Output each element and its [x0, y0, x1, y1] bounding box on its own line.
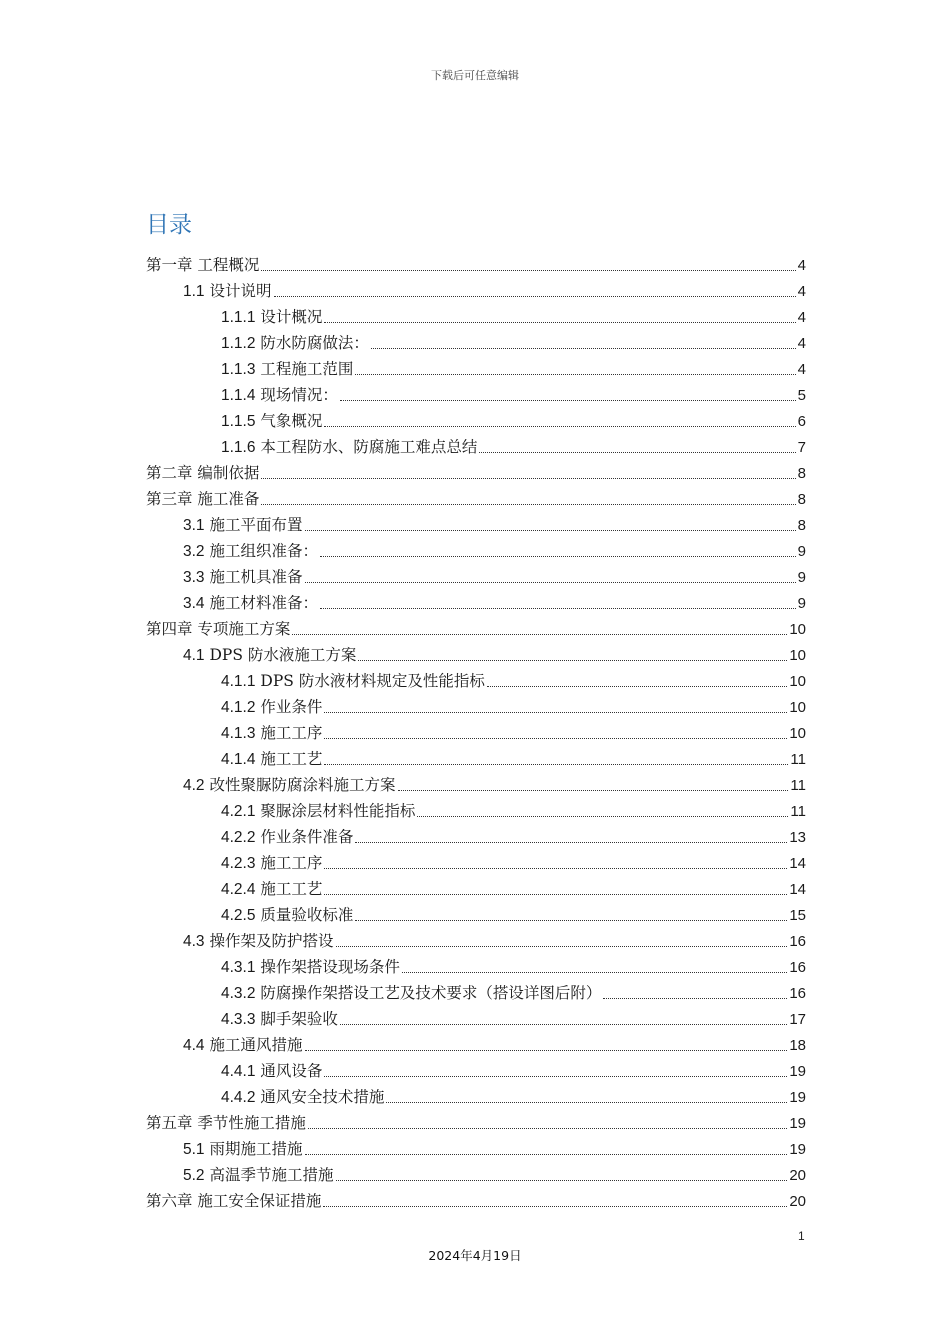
toc-entry-label — [183, 928, 334, 955]
toc-entry-number: 3.3 — [183, 569, 205, 586]
toc-entry-page: 10 — [789, 621, 806, 638]
toc-entry-label — [183, 538, 318, 565]
toc-entry-label — [183, 642, 356, 669]
toc-entry-text: 施工材料准备： — [209, 594, 319, 612]
toc-entry-text: 第二章 编制依据 — [146, 464, 260, 482]
toc-entry[interactable] — [146, 1032, 806, 1058]
toc-entry-label — [221, 408, 322, 435]
toc-entry-number: 4.3.3 — [221, 1011, 256, 1028]
toc-entry-page: 4 — [797, 309, 806, 326]
dot-leader — [324, 712, 787, 713]
page-number: 1 — [798, 1229, 805, 1243]
toc-entry-page: 11 — [790, 777, 806, 794]
dot-leader — [261, 478, 795, 479]
toc-entry-page: 19 — [789, 1089, 806, 1106]
toc-entry-number: 4.1.4 — [221, 751, 256, 768]
toc-entry[interactable] — [146, 1110, 806, 1136]
toc-entry[interactable] — [146, 1162, 806, 1188]
toc-entry-label — [183, 1032, 303, 1059]
toc-entry-page: 10 — [789, 647, 806, 664]
toc-entry[interactable] — [146, 1084, 806, 1110]
toc-entry-text: 施工通风措施 — [209, 1036, 303, 1054]
toc-entry-text: 气象概况 — [260, 412, 323, 430]
toc-entry-page: 16 — [789, 933, 806, 950]
toc-entry-label — [221, 382, 338, 409]
toc-entry[interactable] — [146, 460, 806, 486]
dot-leader — [324, 738, 787, 739]
toc-entry-page: 4 — [797, 361, 806, 378]
toc-entry-number: 3.4 — [183, 595, 205, 612]
toc-entry-page: 14 — [789, 881, 806, 898]
toc-entry-page: 13 — [789, 829, 806, 846]
toc-entry-text: 第三章 施工准备 — [146, 490, 260, 508]
toc-entry-label — [221, 850, 322, 877]
dot-leader — [261, 504, 795, 505]
toc-entry-text: 聚脲涂层材料性能指标 — [260, 802, 416, 820]
dot-leader — [305, 1050, 788, 1051]
toc-entry-number: 5.1 — [183, 1141, 205, 1158]
toc-entry-label — [146, 460, 259, 486]
toc-entry[interactable] — [146, 616, 806, 642]
toc-entry[interactable] — [146, 382, 806, 408]
toc-entry[interactable] — [146, 1058, 806, 1084]
dot-leader — [308, 1128, 787, 1129]
page-header: 下载后可任意编辑 — [431, 69, 519, 82]
toc-entry-label — [221, 356, 353, 383]
toc-entry[interactable] — [146, 980, 806, 1006]
toc-entry-text: 通风设备 — [260, 1062, 323, 1080]
dot-leader — [336, 946, 788, 947]
dot-leader — [324, 426, 795, 427]
toc-entry-text: 施工工序 — [260, 854, 323, 872]
toc-entry[interactable] — [146, 850, 806, 876]
toc-entry-label — [221, 304, 322, 331]
toc-entry-page: 9 — [797, 569, 806, 586]
dot-leader — [320, 556, 796, 557]
toc-entry[interactable] — [146, 1136, 806, 1162]
toc-entry-text: 防水防腐做法： — [260, 334, 369, 352]
toc-entry-page: 17 — [789, 1011, 806, 1028]
toc-entry[interactable] — [146, 772, 806, 798]
toc-entry[interactable] — [146, 668, 806, 694]
dot-leader — [324, 322, 795, 323]
dot-leader — [417, 816, 788, 817]
toc-entry-page: 11 — [790, 751, 806, 768]
toc-entry-text: 雨期施工措施 — [209, 1140, 303, 1158]
toc-entry[interactable] — [146, 512, 806, 538]
toc-entry-text: 现场情况： — [260, 386, 338, 404]
table-of-contents — [146, 252, 806, 1214]
dot-leader — [340, 400, 796, 401]
toc-entry-number: 4.4.2 — [221, 1089, 256, 1106]
toc-entry-number: 4.3.2 — [221, 985, 256, 1002]
dot-leader — [336, 1180, 788, 1181]
toc-entry[interactable] — [146, 590, 806, 616]
toc-entry-text: DPS 防水液施工方案 — [209, 646, 357, 664]
toc-entry-label — [146, 1110, 306, 1136]
toc-entry-text: 操作架及防护搭设 — [209, 932, 334, 950]
toc-entry-label — [183, 772, 396, 799]
toc-entry-label — [146, 616, 290, 642]
dot-leader — [402, 972, 787, 973]
toc-entry-text: 工程施工范围 — [260, 360, 354, 378]
toc-entry-label — [146, 1188, 321, 1214]
toc-entry-text: 第四章 专项施工方案 — [146, 620, 291, 638]
toc-entry-text: 施工工艺 — [260, 750, 323, 768]
dot-leader — [479, 452, 795, 453]
toc-entry-page: 9 — [797, 543, 806, 560]
toc-entry-number: 1.1.6 — [221, 439, 256, 456]
toc-entry-page: 16 — [789, 985, 806, 1002]
toc-entry[interactable] — [146, 1006, 806, 1032]
toc-entry-number: 1.1.3 — [221, 361, 256, 378]
toc-entry-page: 6 — [797, 413, 806, 430]
dot-leader — [358, 660, 787, 661]
toc-entry-label — [221, 1058, 322, 1085]
toc-entry-label — [221, 668, 485, 695]
toc-entry-number: 1.1.2 — [221, 335, 256, 352]
toc-entry-text: 质量验收标准 — [260, 906, 354, 924]
toc-entry-page: 20 — [789, 1193, 806, 1210]
toc-entry-label — [183, 1136, 303, 1163]
toc-entry-text: 第五章 季节性施工措施 — [146, 1114, 306, 1132]
dot-leader — [305, 1154, 788, 1155]
dot-leader — [324, 894, 787, 895]
toc-entry-number: 1.1 — [183, 283, 205, 300]
toc-entry-page: 11 — [790, 803, 806, 820]
toc-entry-number: 5.2 — [183, 1167, 205, 1184]
dot-leader — [386, 1102, 787, 1103]
toc-entry[interactable] — [146, 954, 806, 980]
dot-leader — [340, 1024, 787, 1025]
toc-entry[interactable] — [146, 434, 806, 460]
toc-entry-number: 4.2.3 — [221, 855, 256, 872]
toc-entry-page: 14 — [789, 855, 806, 872]
toc-entry-label — [146, 486, 259, 512]
toc-entry[interactable] — [146, 876, 806, 902]
dot-leader — [355, 842, 787, 843]
toc-entry[interactable] — [146, 798, 806, 824]
dot-leader — [305, 530, 796, 531]
toc-entry-label — [221, 720, 322, 747]
toc-entry-label — [221, 980, 601, 1007]
toc-entry-page: 19 — [789, 1063, 806, 1080]
toc-entry-text: 设计说明 — [209, 282, 272, 300]
toc-entry-label — [221, 434, 477, 461]
toc-entry-label — [183, 512, 303, 539]
toc-entry-page: 19 — [789, 1115, 806, 1132]
toc-entry-page: 15 — [789, 907, 806, 924]
toc-entry[interactable] — [146, 642, 806, 668]
dot-leader — [324, 868, 787, 869]
dot-leader — [324, 764, 788, 765]
toc-entry-text: 通风安全技术措施 — [260, 1088, 385, 1106]
toc-entry-text: 高温季节施工措施 — [209, 1166, 334, 1184]
toc-entry-text: 施工组织准备： — [209, 542, 319, 560]
toc-entry-text: 操作架搭设现场条件 — [260, 958, 400, 976]
toc-entry-number: 4.2.5 — [221, 907, 256, 924]
toc-entry-number: 3.1 — [183, 517, 205, 534]
toc-entry-text: 设计概况 — [260, 308, 323, 326]
toc-entry[interactable] — [146, 252, 806, 278]
toc-entry-text: 第一章 工程概况 — [146, 256, 260, 274]
toc-entry[interactable] — [146, 564, 806, 590]
toc-entry-number: 4.4 — [183, 1037, 205, 1054]
toc-entry-number: 4.1.2 — [221, 699, 256, 716]
toc-entry-page: 8 — [797, 491, 806, 508]
toc-entry-page: 8 — [797, 465, 806, 482]
toc-entry-label — [221, 902, 353, 929]
dot-leader — [261, 270, 795, 271]
toc-entry-page: 8 — [797, 517, 806, 534]
toc-entry-text: 防腐操作架搭设工艺及技术要求（搭设详图后附） — [260, 984, 602, 1002]
toc-entry-label — [221, 746, 322, 773]
toc-entry-label — [221, 954, 400, 981]
toc-entry-label — [183, 278, 272, 305]
dot-leader — [274, 296, 796, 297]
toc-entry-number: 1.1.5 — [221, 413, 256, 430]
toc-entry[interactable] — [146, 356, 806, 382]
toc-entry-number: 4.1.1 — [221, 673, 256, 690]
dot-leader — [371, 348, 796, 349]
toc-entry-label — [183, 1162, 334, 1189]
toc-entry-page: 19 — [789, 1141, 806, 1158]
toc-entry-page: 4 — [797, 335, 806, 352]
toc-entry[interactable] — [146, 1188, 806, 1214]
toc-entry[interactable] — [146, 694, 806, 720]
toc-entry-page: 4 — [797, 283, 806, 300]
toc-entry[interactable] — [146, 928, 806, 954]
dot-leader — [355, 920, 787, 921]
toc-entry-label — [221, 824, 353, 851]
toc-entry-text: 作业条件 — [260, 698, 323, 716]
toc-entry-page: 20 — [789, 1167, 806, 1184]
toc-entry[interactable] — [146, 902, 806, 928]
toc-entry[interactable] — [146, 720, 806, 746]
toc-entry-page: 10 — [789, 699, 806, 716]
toc-entry-number: 4.3.1 — [221, 959, 256, 976]
dot-leader — [292, 634, 787, 635]
toc-entry-text: 本工程防水、防腐施工难点总结 — [260, 438, 478, 456]
toc-entry[interactable] — [146, 330, 806, 356]
toc-entry-page: 4 — [797, 257, 806, 274]
dot-leader — [487, 686, 787, 687]
toc-entry[interactable] — [146, 824, 806, 850]
toc-entry-page: 10 — [789, 725, 806, 742]
toc-entry-text: 施工平面布置 — [209, 516, 303, 534]
toc-entry-label — [221, 694, 322, 721]
toc-entry[interactable] — [146, 746, 806, 772]
dot-leader — [323, 1206, 787, 1207]
dot-leader — [324, 1076, 787, 1077]
dot-leader — [603, 998, 787, 999]
toc-entry-number: 1.1.1 — [221, 309, 256, 326]
toc-entry-label — [221, 798, 415, 825]
toc-entry-text: 施工机具准备 — [209, 568, 303, 586]
toc-entry-number: 4.1.3 — [221, 725, 256, 742]
toc-entry-page: 9 — [797, 595, 806, 612]
toc-entry-number: 4.2.1 — [221, 803, 256, 820]
toc-entry-text: 第六章 施工安全保证措施 — [146, 1192, 322, 1210]
dot-leader — [320, 608, 796, 609]
toc-entry[interactable] — [146, 304, 806, 330]
toc-entry-number: 4.2.2 — [221, 829, 256, 846]
toc-entry-text: 作业条件准备 — [260, 828, 354, 846]
toc-entry-page: 5 — [797, 387, 806, 404]
toc-entry-text: 施工工艺 — [260, 880, 323, 898]
toc-entry-number: 4.3 — [183, 933, 205, 950]
toc-entry-number: 4.1 — [183, 647, 205, 664]
toc-entry-page: 10 — [789, 673, 806, 690]
toc-entry-number: 4.2 — [183, 777, 205, 794]
toc-entry[interactable] — [146, 486, 806, 512]
toc-entry[interactable] — [146, 278, 806, 304]
toc-entry-label — [221, 876, 322, 903]
toc-entry[interactable] — [146, 538, 806, 564]
toc-entry-number: 3.2 — [183, 543, 205, 560]
toc-entry-number: 4.2.4 — [221, 881, 256, 898]
toc-entry-text: DPS 防水液材料规定及性能指标 — [260, 672, 485, 690]
toc-entry-label — [183, 564, 303, 591]
toc-entry-text: 施工工序 — [260, 724, 323, 742]
toc-entry-label — [221, 330, 369, 357]
dot-leader — [305, 582, 796, 583]
toc-entry-label — [146, 252, 259, 278]
toc-title: 目录 — [146, 212, 192, 238]
toc-entry-page: 16 — [789, 959, 806, 976]
toc-entry-page: 18 — [789, 1037, 806, 1054]
dot-leader — [355, 374, 795, 375]
footer-date: 2024年4月19日 — [428, 1248, 522, 1263]
dot-leader — [398, 790, 789, 791]
toc-entry-label — [183, 590, 318, 617]
toc-entry-number: 1.1.4 — [221, 387, 256, 404]
toc-entry-page: 7 — [797, 439, 806, 456]
toc-entry[interactable] — [146, 408, 806, 434]
toc-entry-text: 改性聚脲防腐涂料施工方案 — [209, 776, 396, 794]
toc-entry-text: 脚手架验收 — [260, 1010, 338, 1028]
toc-entry-label — [221, 1006, 338, 1033]
toc-entry-number: 4.4.1 — [221, 1063, 256, 1080]
toc-entry-label — [221, 1084, 384, 1111]
